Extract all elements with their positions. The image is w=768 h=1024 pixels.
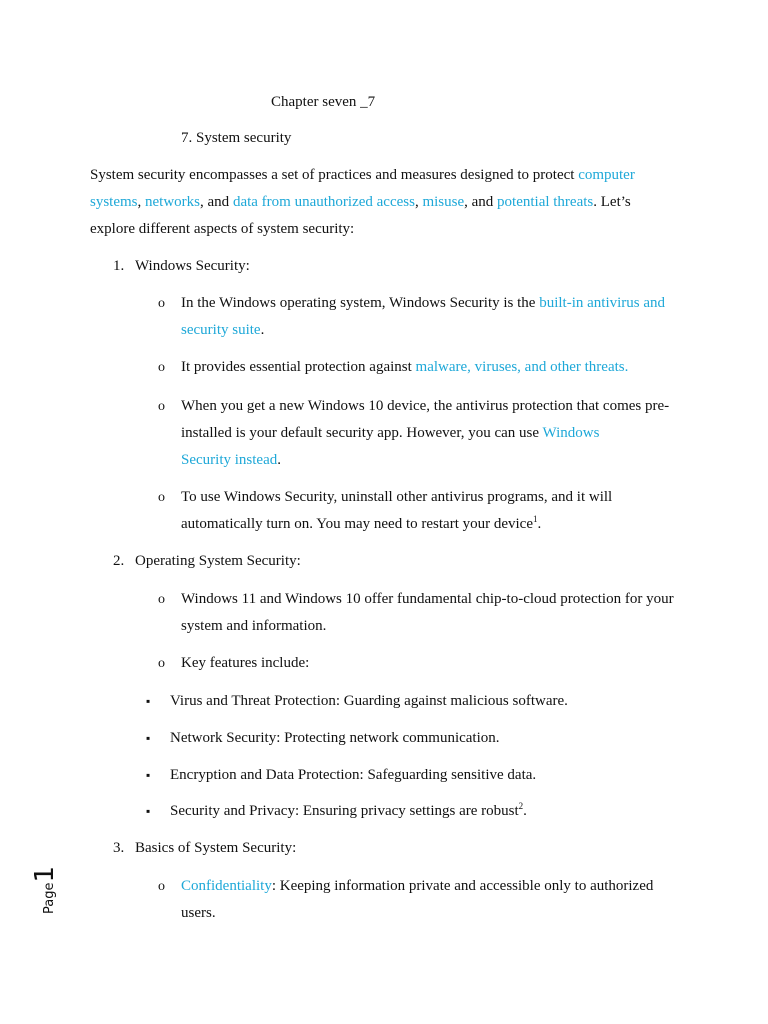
link-computer-systems-cont[interactable]: systems [90, 194, 138, 210]
page-label: Page [42, 882, 57, 914]
intro-line-3: explore different aspects of system security: [90, 221, 355, 237]
feature-item: Security and Privacy: Ensuring privacy settings are robust$^2$. [170, 801, 527, 819]
link-data-access[interactable]: data from unauthorized access [232, 194, 415, 210]
s1-b3-line1: When you get a new Windows 10 device, the antivirus protection that comes pre- [181, 398, 670, 414]
link-security-instead[interactable]: Security instead [181, 452, 278, 468]
link-malware[interactable]: malware, viruses, and other threats. [415, 359, 629, 375]
feature-item: Network Security: Protecting network communication. [170, 730, 500, 746]
s3-b1-line2: users. [181, 905, 216, 921]
bullet-circle: o [158, 296, 165, 311]
s1-b1-line2: security suite. [181, 322, 265, 338]
s3-title: Basics of System Security: [135, 840, 297, 856]
bullet-circle: o [158, 656, 165, 671]
s1-b4-line2: automatically turn on. You may need to restart your device$^1$. [181, 514, 542, 532]
s1-b1-line1: In the Windows operating system, Windows Security is the built-in antivirus and [181, 295, 666, 311]
feature-item: Virus and Threat Protection: Guarding against malicious software. [170, 693, 568, 709]
bullet-circle: o [158, 399, 165, 414]
bullet-circle: o [158, 360, 165, 375]
page-number: 1 [30, 865, 60, 883]
bullet-circle: o [158, 490, 165, 505]
bullet-circle: o [158, 592, 165, 607]
bullet-circle: o [158, 879, 165, 894]
intro-line-1: System security encompasses a set of practices and measures designed to protect computer [90, 167, 635, 183]
s2-b2: Key features include: [181, 655, 310, 671]
feature-item: Encryption and Data Protection: Safeguarding sensitive data. [170, 767, 537, 783]
bullet-square: ▪ [146, 768, 151, 782]
bullet-square: ▪ [146, 694, 151, 708]
s2-b1-line1: Windows 11 and Windows 10 offer fundamental chip-to-cloud protection for your [181, 591, 674, 607]
s2-number: 2. [113, 553, 125, 569]
chapter-title: Chapter seven _7 [271, 94, 376, 110]
link-windows-security[interactable]: Windows [542, 425, 600, 441]
section-heading: 7. System security [181, 130, 292, 146]
s1-number: 1. [113, 258, 125, 274]
footnote-ref-1[interactable]: 1 [533, 514, 538, 524]
s1-title: Windows Security: [135, 258, 250, 274]
bullet-square: ▪ [146, 804, 151, 818]
s1-b2: It provides essential protection against malware, viruses, and other threats. [181, 359, 629, 375]
s2-b1-line2: system and information. [181, 618, 327, 634]
intro-line-2: systems, networks, and data from unauthorized access, misuse, and potential threats. Let’s [90, 194, 631, 210]
s3-number: 3. [113, 840, 125, 856]
bullet-square: ▪ [146, 731, 151, 745]
s1-b3-line2: installed is your default security app. However, you can use Windows [181, 425, 600, 441]
link-builtin-antivirus[interactable]: built-in antivirus and [539, 295, 666, 311]
s2-title: Operating System Security: [135, 553, 301, 569]
link-potential-threats[interactable]: potential threats [497, 194, 594, 210]
link-misuse[interactable]: misuse [422, 194, 465, 210]
link-computer-systems[interactable]: computer [578, 167, 635, 183]
link-security-suite[interactable]: security suite [181, 322, 261, 338]
link-networks[interactable]: networks [145, 194, 201, 210]
s3-b1-line1: Confidentiality: Keeping information private and accessible only to authorized [181, 878, 654, 894]
s1-b3-line3: Security instead. [181, 452, 281, 468]
footnote-ref-2[interactable]: 2 [518, 801, 524, 811]
s1-b4-line1: To use Windows Security, uninstall other antivirus programs, and it will [181, 489, 613, 505]
link-confidentiality[interactable]: Confidentiality [181, 878, 272, 894]
page-number-margin [22, 858, 70, 918]
